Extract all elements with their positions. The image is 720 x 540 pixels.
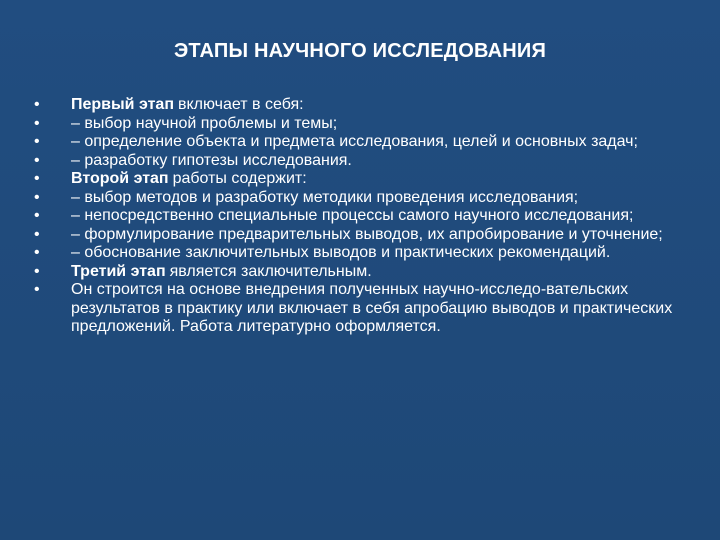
- item-text: – непосредственно специальные процессы самого научного исследования;: [71, 207, 634, 224]
- list-item: [34, 226, 674, 245]
- bullet-icon: •: [34, 188, 40, 206]
- bullet-icon: •: [34, 281, 40, 298]
- bullet-icon: •: [34, 207, 40, 224]
- bullet-icon: •: [34, 151, 40, 169]
- bullet-icon: •: [34, 170, 40, 187]
- bullet-icon: •: [34, 96, 40, 113]
- bullet-icon: •: [34, 262, 40, 280]
- list-item: [34, 244, 674, 263]
- bullet-icon: •: [34, 244, 40, 261]
- item-text: является заключительным.: [169, 262, 372, 280]
- bullet-icon: •: [34, 114, 40, 132]
- item-text: – выбор методов и разработку методики проведения исследования;: [71, 188, 579, 206]
- stage-label: Третий этап: [71, 262, 166, 280]
- item-text: включает в себя:: [177, 96, 304, 113]
- stage-label: Второй этап: [71, 170, 169, 187]
- item-text: – определение объекта и предмета исследования, целей и основных задач;: [71, 133, 638, 150]
- list-item: [34, 152, 674, 171]
- bullet-icon: •: [34, 133, 40, 150]
- item-text: – формулирование предварительных выводов, их апробирование и уточнение;: [71, 225, 663, 243]
- list-item: [34, 263, 674, 282]
- list-item: [34, 96, 674, 115]
- bullet-icon: •: [34, 225, 40, 243]
- item-text: Он строится на основе внедрения полученных научно-исследо-вательских результатов в практику или включает в себя апробацию выводов и практических предложений. Работа литературно оформляется.: [71, 281, 673, 335]
- item-text: – выбор научной проблемы и темы;: [71, 114, 338, 132]
- list-item: [34, 207, 674, 226]
- item-text: – обоснование заключительных выводов и практических рекомендаций.: [71, 244, 611, 261]
- list-item: [34, 115, 674, 134]
- item-text: работы содержит:: [172, 170, 307, 187]
- item-text: – разработку гипотезы исследования.: [71, 151, 352, 169]
- list-item: [34, 133, 674, 152]
- stage-label: Первый этап: [71, 96, 174, 113]
- slide-title: ЭТАПЫ НАУЧНОГО ИССЛЕДОВАНИЯ: [173, 40, 547, 62]
- list-item: [34, 189, 674, 208]
- bullet-list: [34, 96, 674, 337]
- list-item: [34, 281, 674, 337]
- list-item: [34, 170, 674, 189]
